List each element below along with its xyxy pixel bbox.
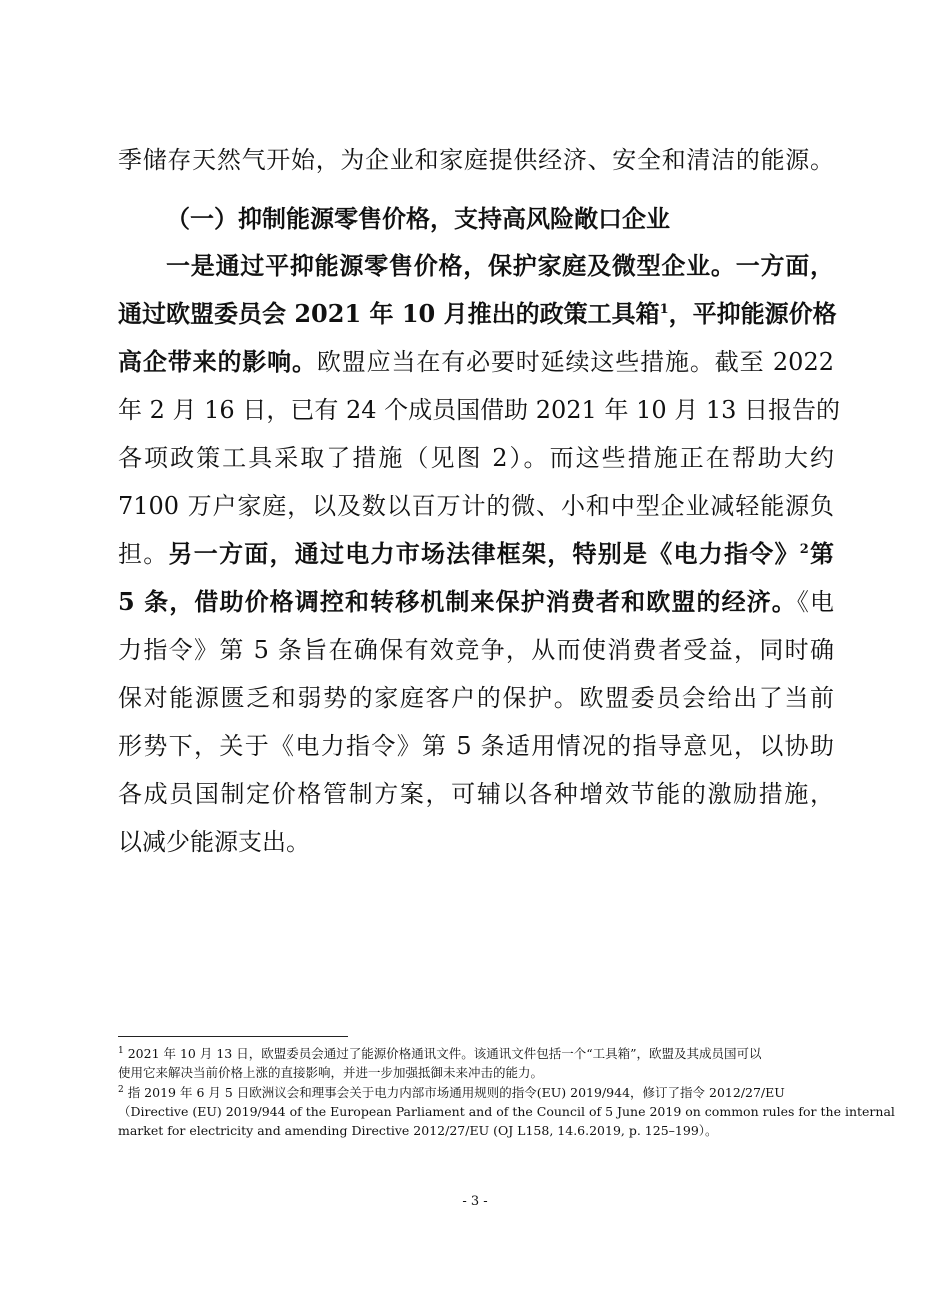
paragraph-line: 各项政策工具采取了措施（见图 2）。而这些措施正在帮助大约 [118,444,834,472]
footnote-mark: 1 [118,1045,124,1056]
bold-text: 5 条，借助价格调控和转移机制来保护消费者和欧盟的经济。 [118,587,797,616]
bold-text: ，平抑能源价格 [668,299,837,328]
bold-lead-text: 一是通过平抑能源零售价格，保护家庭及微型企业。一方面， [166,251,834,280]
footnote-mark: 2 [118,1084,124,1095]
bold-text: 高企带来的影响。 [118,347,317,376]
paragraph-line [166,248,834,284]
bold-text: 第 [808,539,835,568]
paragraph-line: 年 2 月 16 日，已有 24 个成员国借助 2021 年 10 月 13 日报告的 [118,396,841,424]
paragraph-line: 形势下，关于《电力指令》第 5 条适用情况的指导意见，以协助 [118,732,834,760]
footnote-ref-1[interactable]: 1 [659,302,669,317]
footnote-2 [118,1083,834,1102]
footnote-2-continued: market for electricity and amending Directive 2012/27/EU (OJ L158, 14.6.2019, p. 125–199）。 [118,1123,718,1138]
bold-text: 另一方面，通过电力市场法律框架，特别是《电力指令》 [168,539,800,568]
paragraph-line: 以减少能源支出。 [118,828,310,856]
footnote-ref-2[interactable]: 2 [799,542,809,557]
page-number: - 3 - [462,1194,488,1209]
paragraph-line: 季储存天然气开始，为企业和家庭提供经济、安全和清洁的能源。 [118,146,834,174]
plain-text: 担。 [118,540,169,568]
footnote-2-continued: （Directive (EU) 2019/944 of the European Parliament and of the Council of 5 June 2019 on common rules for the internal [118,1104,895,1119]
footnote-1 [118,1044,834,1063]
footnote-text: 2021 年 10 月 13 日，欧盟委员会通过了能源价格通讯文件。该通讯文件包括一个“工具箱”，欧盟及其成员国可以 [123,1046,762,1061]
footnote-text: 指 2019 年 6 月 5 日欧洲议会和理事会关于电力内部市场通用规则的指令(EU) 2019/944，修订了指令 2012/27/EU [123,1085,785,1100]
bold-text: 通过欧盟委员会 2021 年 10 月推出的政策工具箱 [118,299,660,328]
plain-text: 《电 [796,588,834,616]
footnote-1-continued: 使用它来解决当前价格上涨的直接影响，并进一步加强抵御未来冲击的能力。 [118,1065,544,1080]
paragraph-line [118,536,834,572]
paragraph-line: 各成员国制定价格管制方案，可辅以各种增效节能的激励措施， [118,780,834,808]
paragraph-line [118,584,834,620]
plain-text: 欧盟应当在有必要时延续这些措施。截至 2022 [316,348,834,376]
footnote-divider [118,1036,348,1037]
paragraph-line [118,344,834,380]
paragraph-line: 7100 万户家庭，以及数以百万计的微、小和中型企业减轻能源负 [118,492,834,520]
paragraph-line: 力指令》第 5 条旨在确保有效竞争，从而使消费者受益，同时确 [118,636,834,664]
section-heading: （一）抑制能源零售价格，支持高风险敞口企业 [166,204,670,233]
paragraph-line [118,296,837,332]
paragraph-line: 保对能源匮乏和弱势的家庭客户的保护。欧盟委员会给出了当前 [118,684,834,712]
